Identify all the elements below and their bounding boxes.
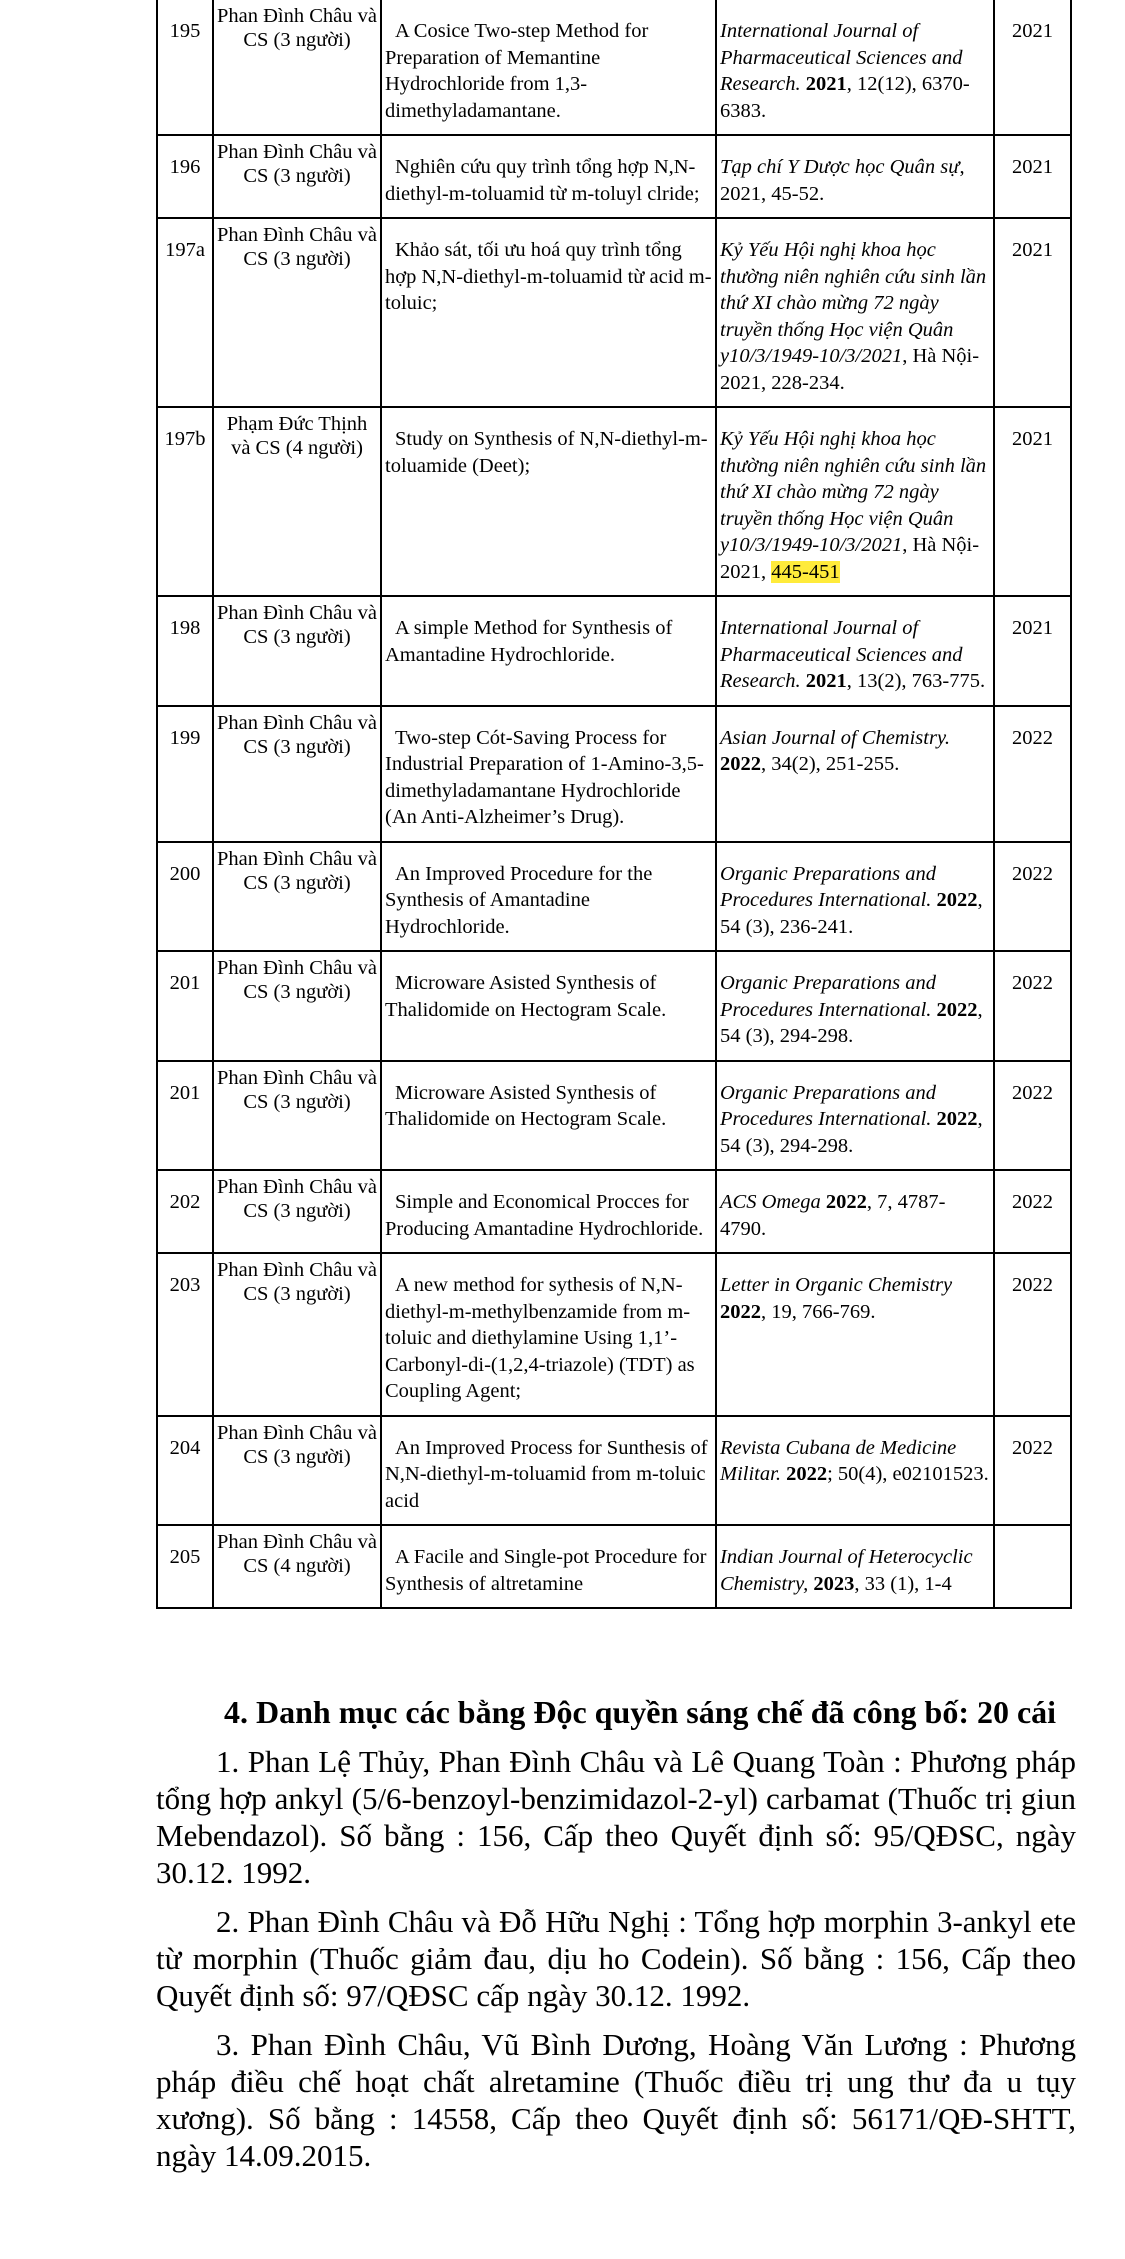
title-cell — [381, 1170, 716, 1253]
table-row — [157, 596, 1071, 706]
year: 2022 — [1012, 726, 1053, 749]
row-number-cell — [157, 135, 213, 218]
year-cell — [994, 1061, 1071, 1171]
patents-section — [156, 1693, 1076, 2186]
journal-cell — [716, 1416, 994, 1526]
table-row — [157, 1525, 1071, 1608]
paper-title: A Facile and Single-pot Procedure for Synthesis of altretamine — [385, 1546, 707, 1595]
year: 2022 — [1012, 862, 1053, 885]
row-number: 201 — [169, 972, 201, 994]
author: Phan Đình Châu và CS (3 người) — [217, 957, 377, 1003]
author-cell — [213, 135, 381, 218]
year: 2021 — [1012, 156, 1053, 178]
title-cell — [381, 1253, 716, 1416]
year-cell — [994, 135, 1071, 218]
journal-cell — [716, 0, 994, 135]
row-number-cell — [157, 1061, 213, 1171]
year: 2021 — [1012, 20, 1053, 42]
journal-details: , 2021, 45-52. — [720, 156, 965, 205]
table-row — [157, 0, 1071, 135]
author-cell — [213, 407, 381, 596]
year: 2021 — [1012, 428, 1053, 450]
journal-name: Revista Cubana de Medicine Militar. — [720, 1436, 957, 1485]
journal-name: Letter in Organic Chemistry — [720, 1274, 953, 1296]
journal-year: 2022 — [720, 1300, 761, 1323]
title-cell — [381, 0, 716, 135]
year: 2022 — [1012, 1436, 1053, 1459]
journal-name: Kỷ Yếu Hội nghị khoa học thường niên nghiên cứu sinh lần thứ XI chào mừng 72 ngày truyền thống Học viện Quân y10/3/1949-10/3/2021 — [720, 239, 987, 367]
author: Phan Đình Châu và CS (3 người) — [217, 602, 377, 648]
journal-name: Asian Journal of Chemistry. — [720, 726, 951, 749]
journal-name: International Journal of Pharmaceutical Sciences and Research. — [720, 617, 963, 692]
publications-table — [156, 0, 1072, 1609]
author: Phan Đình Châu và CS (3 người) — [217, 711, 377, 758]
journal-cell — [716, 951, 994, 1061]
year: 2022 — [1012, 1191, 1053, 1213]
year-cell — [994, 407, 1071, 596]
journal-cell — [716, 1170, 994, 1253]
journal-details: , 54 (3), 236-241. — [720, 889, 983, 938]
author-cell — [213, 1253, 381, 1416]
journal-cell — [716, 218, 994, 407]
year-cell — [994, 1170, 1071, 1253]
journal-year: 2022 — [936, 998, 978, 1021]
title-cell — [381, 1525, 716, 1608]
author: Phan Đình Châu và CS (3 người) — [217, 1066, 377, 1113]
paper-title: An Improved Process for Sunthesis of N,N-diethyl-m-toluamid from m-toluic acid — [385, 1436, 708, 1512]
paper-title: Microware Asisted Synthesis of Thalidomide on Hectogram Scale. — [385, 1081, 667, 1130]
row-number-cell — [157, 1416, 213, 1526]
row-number-cell — [157, 407, 213, 596]
row-number: 196 — [169, 156, 201, 178]
row-number: 200 — [169, 862, 201, 885]
year-cell — [994, 1416, 1071, 1526]
journal-details: , 13(2), 763-775. — [846, 670, 986, 692]
table-row — [157, 1170, 1071, 1253]
paper-title: Study on Synthesis of N,N-diethyl-m-toluamide (Deet); — [385, 428, 708, 477]
author: Phan Đình Châu và CS (3 người) — [217, 5, 377, 51]
paper-title: Simple and Economical Procces for Producing Amantadine Hydrochloride. — [385, 1191, 704, 1240]
journal-year: 2021 — [805, 73, 847, 95]
table-row — [157, 706, 1071, 842]
author: Phan Đình Châu và CS (3 người) — [217, 1259, 377, 1305]
journal-name: Organic Preparations and Procedures International. — [720, 862, 937, 911]
journal-cell — [716, 842, 994, 952]
author-cell — [213, 1170, 381, 1253]
table-row — [157, 1061, 1071, 1171]
journal-cell — [716, 706, 994, 842]
paper-title: An Improved Procedure for the Synthesis of Amantadine Hydrochloride. — [385, 862, 653, 938]
journal-details: , 12(12), 6370-6383. — [720, 73, 970, 122]
year-cell — [994, 0, 1071, 135]
year: 2022 — [1012, 1274, 1053, 1296]
title-cell — [381, 706, 716, 842]
title-cell — [381, 218, 716, 407]
journal-name: ACS Omega — [720, 1191, 821, 1213]
journal-details: , 34(2), 251-255. — [761, 753, 900, 775]
journal-details: , 33 (1), 1-4 — [854, 1572, 952, 1595]
row-number-cell — [157, 596, 213, 706]
author-cell — [213, 0, 381, 135]
row-number-cell — [157, 1170, 213, 1253]
row-number: 205 — [169, 1546, 201, 1568]
author-cell — [213, 1061, 381, 1171]
year-cell — [994, 951, 1071, 1061]
journal-year: 2022 — [825, 1191, 867, 1213]
author: Phan Đình Châu và CS (4 người) — [217, 1531, 377, 1577]
table-row — [157, 1416, 1071, 1526]
year-cell — [994, 842, 1071, 952]
author: Phan Đình Châu và CS (3 người) — [217, 224, 377, 270]
year-cell — [994, 706, 1071, 842]
journal-name: Kỷ Yếu Hội nghị khoa học thường niên nghiên cứu sinh lần thứ XI chào mừng 72 ngày truyền thống Học viện Quân y10/3/1949-10/3/2021 — [720, 428, 987, 556]
year: 2022 — [1012, 972, 1053, 994]
journal-cell — [716, 407, 994, 596]
journal-details: , Hà Nội-2021, — [720, 534, 980, 583]
paper-title: A simple Method for Synthesis of Amantadine Hydrochloride. — [385, 617, 673, 666]
author: Phan Đình Châu và CS (3 người) — [217, 847, 377, 894]
journal-cell — [716, 135, 994, 218]
author: Phạm Đức Thịnh và CS (4 người) — [226, 413, 368, 459]
title-cell — [381, 135, 716, 218]
row-number: 204 — [169, 1436, 201, 1459]
row-number: 202 — [169, 1191, 201, 1213]
title-cell — [381, 596, 716, 706]
year: 2022 — [1012, 1081, 1053, 1104]
row-number-cell — [157, 1525, 213, 1608]
journal-year: 2022 — [720, 753, 761, 775]
year-cell — [994, 1525, 1071, 1608]
row-number-cell — [157, 0, 213, 135]
author-cell — [213, 1416, 381, 1526]
author-cell — [213, 951, 381, 1061]
section-heading: 4. Danh mục các bằng Độc quyền sáng chế đã công bố: 20 cái — [224, 1694, 1057, 1730]
year-cell — [994, 1253, 1071, 1416]
row-number: 199 — [169, 726, 201, 749]
journal-cell — [716, 1061, 994, 1171]
title-cell — [381, 842, 716, 952]
row-number-cell — [157, 706, 213, 842]
author-cell — [213, 706, 381, 842]
patent-item: 1. Phan Lệ Thủy, Phan Đình Châu và Lê Quang Toàn : Phương pháp tổng hợp ankyl (5/6-benzoyl-benzimidazol-2-yl) carbamat (Thuốc trị giun Mebendazol). Số bằng : 156, Cấp theo Quyết định số: 95/QĐSC, ngày 30.12. 1992. — [156, 1744, 1076, 1890]
journal-year: 2022 — [786, 1463, 828, 1485]
journal-details: ; 50(4), e02101523. — [827, 1463, 989, 1485]
year-cell — [994, 218, 1071, 407]
journal-cell — [716, 1525, 994, 1608]
journal-name: Organic Preparations and Procedures International. — [720, 1081, 937, 1130]
author: Phan Đình Châu và CS (3 người) — [217, 1421, 377, 1468]
paper-title: Nghiên cứu quy trình tổng hợp N,N-diethyl-m-toluamid từ m-toluyl clride; — [385, 156, 700, 205]
row-number-cell — [157, 218, 213, 407]
row-number: 198 — [169, 617, 201, 639]
table-row — [157, 135, 1071, 218]
journal-details: , 54 (3), 294-298. — [720, 1108, 983, 1157]
journal-details: , Hà Nội-2021, 228-234. — [720, 345, 980, 394]
year-cell — [994, 596, 1071, 706]
journal-year: 2022 — [936, 1108, 978, 1130]
paper-title: Microware Asisted Synthesis of Thalidomide on Hectogram Scale. — [385, 972, 667, 1021]
paper-title: Two-step Cót-Saving Process for Industrial Preparation of 1-Amino-3,5-dimethyladamantane Hydrochloride (An Anti-Alzheimer’s Drug). — [385, 726, 704, 828]
row-number-cell — [157, 842, 213, 952]
author: Phan Đình Châu và CS (3 người) — [217, 141, 377, 187]
highlighted-pages: 445-451 — [771, 560, 840, 583]
row-number-cell — [157, 951, 213, 1061]
journal-details: , 19, 766-769. — [761, 1300, 876, 1323]
row-number: 203 — [169, 1274, 201, 1296]
patent-item: 2. Phan Đình Châu và Đỗ Hữu Nghị : Tổng hợp morphin 3-ankyl ete từ morphin (Thuốc giảm đau, dịu ho Codein). Số bằng : 156, Cấp theo Quyết định số: 97/QĐSC cấp ngày 30.12. 1992. — [156, 1904, 1076, 2013]
author-cell — [213, 1525, 381, 1608]
author-cell — [213, 842, 381, 952]
table-row — [157, 842, 1071, 952]
paper-title: A new method for sythesis of N,N-diethyl-m-methylbenzamide from m-toluic and diethylamine Using 1,1’-Carbonyl-di-(1,2,4-triazole) (TDT) as Coupling Agent; — [385, 1274, 695, 1402]
journal-cell — [716, 596, 994, 706]
journal-details: , 7, 4787-4790. — [720, 1191, 946, 1240]
table-row — [157, 407, 1071, 596]
journal-name: Indian Journal of Heterocyclic Chemistry, — [720, 1546, 973, 1595]
journal-name: Tạp chí Y Dược học Quân sự — [720, 156, 960, 178]
journal-name: International Journal of Pharmaceutical Sciences and Research. — [720, 20, 963, 95]
journal-details: , 54 (3), 294-298. — [720, 998, 983, 1047]
row-number: 195 — [169, 20, 201, 42]
author-cell — [213, 596, 381, 706]
journal-year: 2023 — [813, 1572, 855, 1595]
table-row — [157, 951, 1071, 1061]
title-cell — [381, 407, 716, 596]
row-number: 197a — [165, 239, 205, 261]
patent-item: 3. Phan Đình Châu, Vũ Bình Dương, Hoàng Văn Lương : Phương pháp điều chế hoạt chất alretamine (Thuốc điều trị ung thư đa u tụy xương). Số bằng : 14558, Cấp theo Quyết định số: 56171/QĐ-SHTT, ngày 14.09.2015. — [156, 2027, 1076, 2173]
paper-title: Khảo sát, tối ưu hoá quy trình tổng hợp N,N-diethyl-m-toluamid từ acid m-toluic; — [385, 239, 712, 314]
journal-cell — [716, 1253, 994, 1416]
journal-year: 2021 — [805, 670, 847, 692]
paper-title: A Cosice Two-step Method for Preparation of Memantine Hydrochloride from 1,3-dimethyladamantane. — [385, 20, 649, 122]
year: 2021 — [1012, 617, 1053, 639]
title-cell — [381, 1061, 716, 1171]
title-cell — [381, 951, 716, 1061]
journal-year: 2022 — [936, 889, 978, 911]
author-cell — [213, 218, 381, 407]
author: Phan Đình Châu và CS (3 người) — [217, 1176, 377, 1222]
year: 2021 — [1012, 239, 1053, 261]
row-number: 197b — [164, 428, 206, 450]
publications-table-body — [157, 0, 1071, 1608]
title-cell — [381, 1416, 716, 1526]
table-row — [157, 218, 1071, 407]
row-number: 201 — [169, 1081, 201, 1104]
journal-name: Organic Preparations and Procedures International. — [720, 972, 937, 1021]
row-number-cell — [157, 1253, 213, 1416]
table-row — [157, 1253, 1071, 1416]
